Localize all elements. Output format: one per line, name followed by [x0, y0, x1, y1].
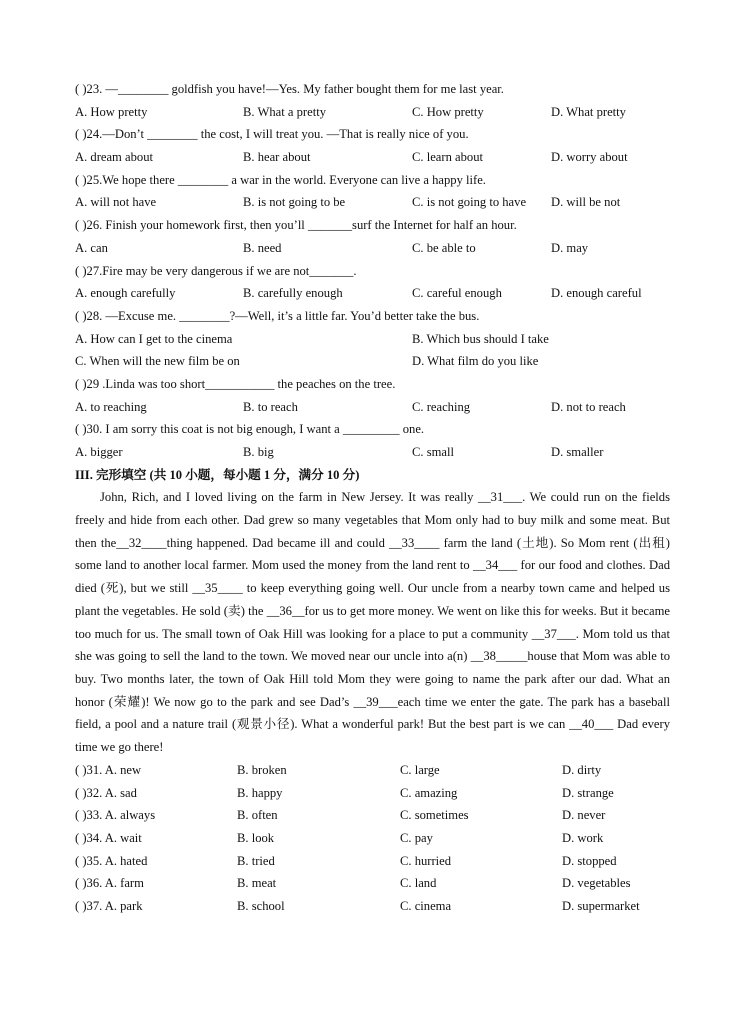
- option-row: [75, 237, 670, 260]
- cloze-option-row: [75, 872, 670, 895]
- cloze-option-d: D. vegetables: [562, 876, 631, 891]
- option-row: [75, 396, 670, 419]
- cloze-option-b: B. broken: [237, 762, 287, 777]
- cloze-option-d: D. never: [562, 808, 606, 823]
- cloze-option-b: B. look: [237, 830, 275, 845]
- option-c: C. How pretty: [412, 104, 484, 119]
- option-d: D. not to reach: [551, 399, 626, 414]
- option-b: B. carefully enough: [243, 286, 343, 301]
- option-d: D. will be not: [551, 195, 621, 210]
- cloze-option-b: B. happy: [237, 785, 283, 800]
- question-stem: ( )24.—Don’t ________ the cost, I will treat you. —That is really nice of you.: [75, 127, 469, 142]
- option-a: A. How pretty: [75, 104, 148, 119]
- cloze-option-d: D. dirty: [562, 762, 602, 777]
- option-c: C. When will the new film be on: [75, 354, 240, 369]
- cloze-option-a: ( )35. A. hated: [75, 853, 148, 868]
- cloze-option-a: ( )34. A. wait: [75, 830, 142, 845]
- section-heading: III. 完形填空 (共 10 小题，每小题 1 分，满分 10 分): [75, 467, 360, 482]
- cloze-option-d: D. stopped: [562, 853, 617, 868]
- cloze-option-a: ( )31. A. new: [75, 762, 142, 777]
- cloze-option-b: B. tried: [237, 853, 275, 868]
- option-row: [75, 282, 670, 305]
- option-row: [75, 328, 670, 351]
- option-row: [75, 146, 670, 169]
- option-b: B. Which bus should I take: [412, 331, 549, 346]
- cloze-option-row: [75, 895, 670, 918]
- option-d: D. What pretty: [551, 104, 626, 119]
- option-a: A. to reaching: [75, 399, 147, 414]
- cloze-option-c: C. land: [400, 876, 437, 891]
- question-stem: ( )27.Fire may be very dangerous if we are not_______.: [75, 263, 357, 278]
- option-b: B. need: [243, 240, 282, 255]
- option-c: C. is not going to have: [412, 195, 527, 210]
- exam-page: [75, 78, 670, 918]
- cloze-option-row: [75, 804, 670, 827]
- question-stem: ( )26. Finish your homework first, then you’ll _______surf the Internet for half an hour.: [75, 218, 517, 233]
- option-row: [75, 191, 670, 214]
- question-stem: ( )25.We hope there ________ a war in the world. Everyone can live a happy life.: [75, 172, 486, 187]
- cloze-option-c: C. large: [400, 762, 440, 777]
- cloze-option-d: D. work: [562, 830, 604, 845]
- cloze-option-row: [75, 850, 670, 873]
- option-d: D. worry about: [551, 150, 628, 165]
- option-b: B. hear about: [243, 150, 311, 165]
- cloze-option-c: C. pay: [400, 830, 433, 845]
- question-stem: ( )23. —________ goldfish you have!—Yes. My father bought them for me last year.: [75, 82, 504, 96]
- option-a: A. dream about: [75, 150, 153, 165]
- question-stem: ( )29 .Linda was too short___________ the peaches on the tree.: [75, 376, 396, 391]
- cloze-option-b: B. meat: [237, 876, 277, 891]
- option-a: A. How can I get to the cinema: [75, 331, 233, 346]
- option-c: C. be able to: [412, 240, 476, 255]
- cloze-option-c: C. cinema: [400, 898, 452, 913]
- option-row: [75, 101, 670, 124]
- cloze-option-a: ( )37. A. park: [75, 898, 143, 913]
- option-d: D. smaller: [551, 445, 604, 459]
- option-a: A. will not have: [75, 195, 157, 210]
- cloze-option-a: ( )36. A. farm: [75, 876, 144, 891]
- question-stem: ( )30. I am sorry this coat is not big enough, I want a _________ one.: [75, 422, 425, 437]
- option-d: D. enough careful: [551, 286, 642, 301]
- cloze-option-c: C. sometimes: [400, 808, 469, 823]
- cloze-option-row: [75, 782, 670, 805]
- option-a: A. can: [75, 240, 108, 255]
- option-b: B. to reach: [243, 399, 298, 414]
- option-b: B. big: [243, 445, 274, 459]
- cloze-option-d: D. supermarket: [562, 898, 640, 913]
- option-b: B. is not going to be: [243, 195, 346, 210]
- cloze-option-b: B. often: [237, 808, 278, 823]
- option-c: C. careful enough: [412, 286, 502, 301]
- option-d: D. What film do you like: [412, 354, 539, 369]
- cloze-option-a: ( )32. A. sad: [75, 785, 137, 800]
- option-a: A. enough carefully: [75, 286, 176, 301]
- option-d: D. may: [551, 240, 589, 255]
- option-c: C. reaching: [412, 399, 471, 414]
- option-c: C. learn about: [412, 150, 483, 165]
- cloze-passage: John, Rich, and I loved living on the farm in New Jersey. It was really __31___. We could run on the fields freely and hide from each other. Dad grew so many vegetables that Mom only had to buy milk and some meat. But then the__32____thing happened. Dad became ill and could __33____ farm the land (土地). So Mom rent (出租) some land to another local farmer. Mom used the money from the land rent to __34___ for our food and clothes. Dad died (死), but we still __35____ to keep everything going well. Our uncle from a nearby town came and helped us plant the vegetables. He sold (卖) the __36__for us to get more money. We went on like this for weeks. But it became too much for us. The small town of Oak Hill was looking for a place to put a community __37___. Mom told us that she was going to sell the land to the town. We moved near our uncle into a(n) __38_____house that Mom was able to buy. Two months later, the town of Oak Hill told Mom they were going to name the park after our dad. What an honor (荣耀)! We now go to the park and see Dad’s __39___each time we enter the gate. The park has a baseball field, a pool and a nature trail (观景小径). What a wonderful park! But the best part is we can __40___ Dad every time we go there!: [75, 490, 670, 755]
- cloze-option-c: C. hurried: [400, 853, 452, 868]
- option-b: B. What a pretty: [243, 104, 327, 119]
- cloze-option-row: [75, 827, 670, 850]
- option-a: A. bigger: [75, 445, 123, 459]
- option-c: C. small: [412, 445, 454, 459]
- cloze-option-b: B. school: [237, 898, 285, 913]
- cloze-option-c: C. amazing: [400, 785, 458, 800]
- cloze-option-a: ( )33. A. always: [75, 808, 156, 823]
- cloze-option-d: D. strange: [562, 785, 614, 800]
- cloze-option-row: [75, 759, 670, 782]
- option-row: [75, 350, 670, 373]
- option-row: [75, 441, 670, 464]
- question-stem: ( )28. —Excuse me. ________?—Well, it’s a little far. You’d better take the bus.: [75, 308, 480, 323]
